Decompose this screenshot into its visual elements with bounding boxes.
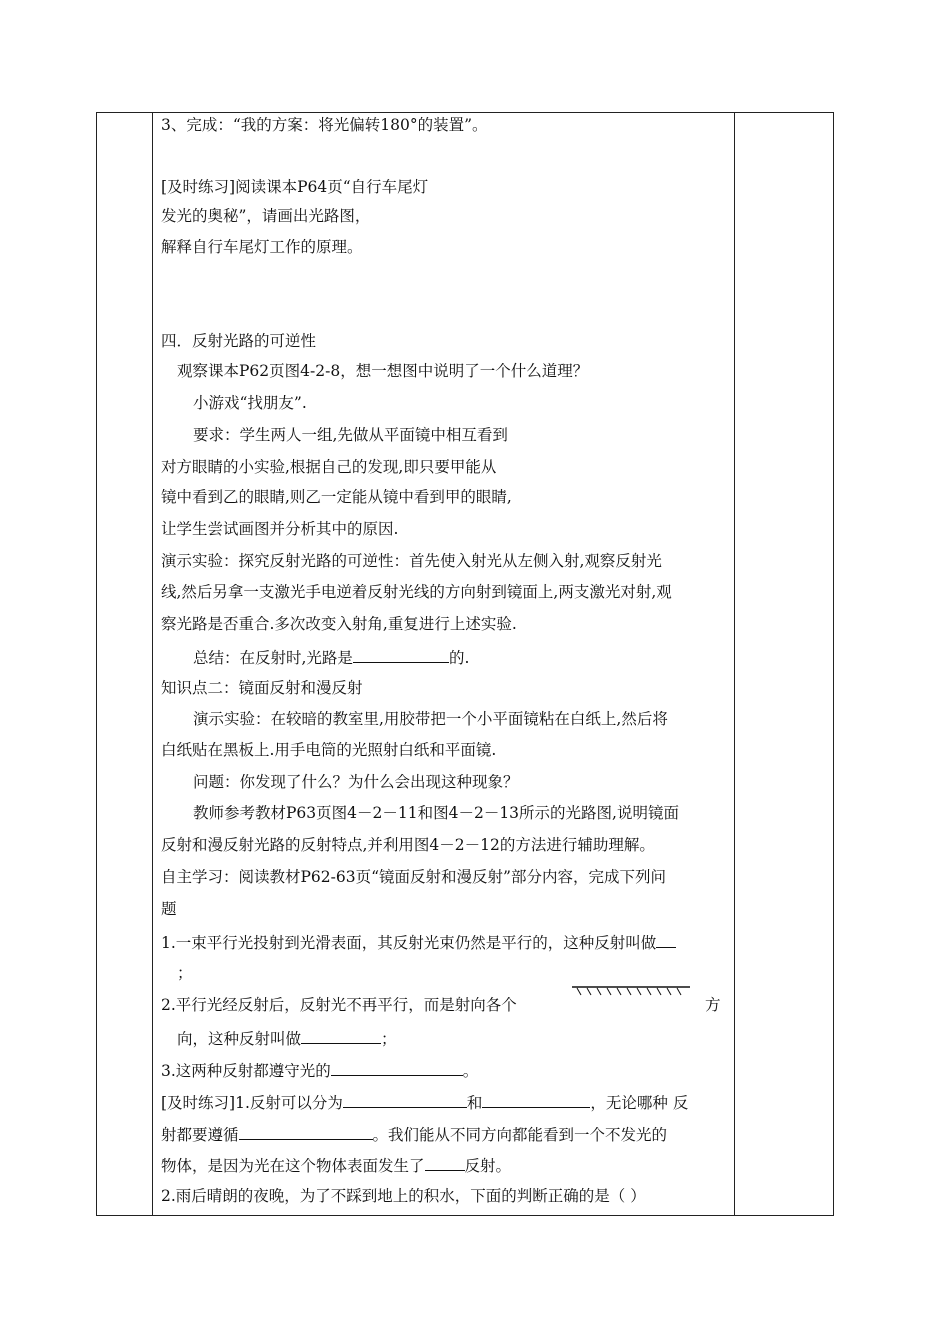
text-line: 观察课本P62页图4-2-8，想一想图中说明了一个什么道理？ — [177, 362, 589, 380]
question-3 — [161, 1059, 478, 1081]
text-line: 自主学习：阅读教材P62-63页“镜面反射和漫反射”部分内容，完成下列问 — [161, 868, 666, 886]
summary-line — [193, 646, 469, 668]
practice-line-1 — [161, 1091, 688, 1113]
answer-blank[interactable] — [301, 1027, 381, 1044]
text-line: ； — [177, 964, 193, 982]
text-line: 白纸贴在黑板上.用手电筒的光照射白纸和平面镜. — [161, 741, 497, 759]
text-line: 发光的奥秘”，请画出光路图， — [161, 207, 371, 225]
text-line: 对方眼睛的小实验,根据自己的发现,即只要甲能从 — [161, 458, 497, 476]
column-divider-1 — [152, 113, 153, 1215]
lesson-table — [96, 112, 834, 1216]
question-1 — [161, 931, 676, 953]
practice-mid: 和 — [466, 1094, 483, 1112]
text-line: 解释自行车尾灯工作的原理。 — [161, 238, 363, 256]
section-heading: 四．反射光路的可逆性 — [161, 332, 317, 350]
text-line: 演示实验：探究反射光路的可逆性：首先使入射光从左侧入射,观察反射光 — [161, 552, 662, 570]
section-heading: 知识点二：镜面反射和漫反射 — [161, 679, 363, 697]
column-divider-2 — [734, 113, 735, 1215]
practice-line-2-text: 射都要遵循 — [161, 1126, 239, 1144]
question-1-text: 1.一束平行光投射到光滑表面，其反射光束仍然是平行的，这种反射叫做 — [161, 934, 657, 952]
question-2-text: 2.平行光经反射后，反射光不再平行，而是射向各个 — [161, 996, 517, 1014]
text-line: 镜中看到乙的眼睛,则乙一定能从镜中看到甲的眼睛, — [161, 488, 512, 506]
question-3-text: 3.这两种反射都遵守光的 — [161, 1062, 331, 1080]
question-2-suffix: 方 — [705, 996, 721, 1014]
text-line: 小游戏“找朋友”. — [193, 394, 307, 412]
text-line: 让学生尝试画图并分析其中的原因. — [161, 520, 399, 538]
text-line: 察光路是否重合.多次改变入射角,重复进行上述实验. — [161, 615, 517, 633]
answer-blank[interactable] — [353, 646, 449, 663]
answer-blank[interactable] — [343, 1091, 467, 1108]
answer-blank[interactable] — [482, 1091, 590, 1108]
answer-blank[interactable] — [239, 1123, 373, 1140]
summary-suffix: 的. — [448, 649, 470, 667]
practice-suffix: ，无论哪种 反 — [590, 1094, 689, 1112]
question-2-line2-text: 向，这种反射叫做 — [177, 1030, 302, 1048]
text-line: [及时练习]阅读课本P64页“自行车尾灯 — [161, 178, 429, 196]
summary-prefix: 总结：在反射时,光路是 — [193, 649, 353, 667]
text-line: 要求：学生两人一组,先做从平面镜中相互看到 — [193, 426, 508, 444]
practice-line-2 — [161, 1123, 667, 1145]
text-line: 反射和漫反射光路的反射特点,并利用图4－2－12的方法进行辅助理解。 — [161, 836, 655, 854]
answer-blank[interactable] — [656, 931, 676, 948]
punctuation: ； — [381, 1030, 397, 1048]
text-line: 问题：你发现了什么？为什么会出现这种现象？ — [193, 773, 519, 791]
practice-line-3 — [161, 1154, 511, 1176]
question-2-line2 — [177, 1027, 397, 1049]
practice-line-3-tail: 反射。 — [464, 1157, 512, 1175]
answer-blank[interactable] — [331, 1059, 463, 1076]
text-line: 演示实验：在较暗的教室里,用胶带把一个小平面镜粘在白纸上,然后将 — [193, 710, 668, 728]
practice-line-3-text: 物体，是因为光在这个物体表面发生了 — [161, 1157, 425, 1175]
text-line: 题 — [161, 900, 177, 918]
text-line: 3、完成：“我的方案：将光偏转180°的装置”。 — [161, 116, 488, 134]
text-line: 线,然后另拿一支激光手电逆着反射光线的方向射到镜面上,两支激光对射,观 — [161, 583, 672, 601]
mirror-symbol — [571, 984, 691, 998]
practice-prefix: [及时练习]1.反射可以分为 — [161, 1094, 343, 1112]
text-line: 教师参考教材P63页图4－2－11和图4－2－13所示的光路图,说明镜面 — [193, 804, 679, 822]
practice-line-2-tail: 。我们能从不同方向都能看到一个不发光的 — [372, 1126, 668, 1144]
text-line: 2.雨后晴朗的夜晚，为了不踩到地上的积水，下面的判断正确的是（ ） — [161, 1187, 646, 1205]
answer-blank[interactable] — [425, 1154, 465, 1171]
punctuation: 。 — [462, 1062, 479, 1080]
